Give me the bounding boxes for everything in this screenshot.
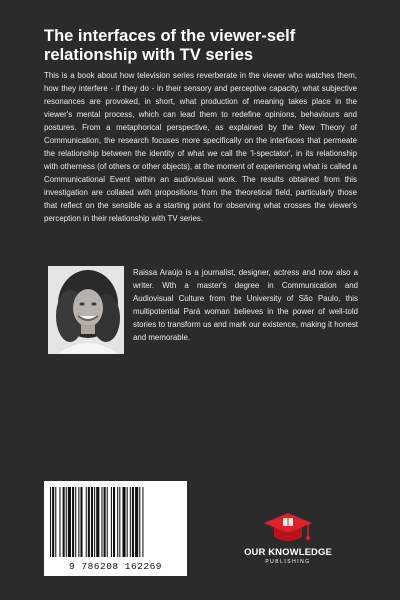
barcode-bar	[139, 487, 140, 557]
barcode-bar	[94, 487, 95, 557]
barcode-bar	[130, 487, 131, 557]
barcode-bar	[127, 487, 128, 557]
barcode-bar	[72, 487, 74, 557]
barcode-bar	[63, 487, 65, 557]
barcode-bar	[135, 487, 138, 557]
barcode-bar	[50, 487, 51, 557]
barcode-bar	[104, 487, 106, 557]
author-photo	[48, 266, 124, 354]
barcode-bar	[107, 487, 108, 557]
barcode-bar	[68, 487, 71, 557]
graduation-cap-icon	[262, 511, 314, 547]
barcode-bar	[75, 487, 76, 557]
book-title: The interfaces of the viewer-self relationship with TV series	[44, 27, 296, 64]
isbn-barcode	[44, 481, 187, 576]
barcode-bar	[96, 487, 99, 557]
barcode-bar	[122, 487, 125, 557]
barcode-bar	[80, 487, 82, 557]
barcode-bar	[119, 487, 120, 557]
barcode-bar	[78, 487, 79, 557]
barcode-bar	[142, 487, 143, 557]
barcode-bar	[88, 487, 90, 557]
barcode-bar	[59, 487, 60, 557]
barcode-bar	[113, 487, 115, 557]
book-description: This is a book about how television series reverberate in the viewer who watches them, how they interfere - if they do - in their sensory and perceptive capacity, what subjective resonances are provoked, in short, what production of meaning takes place in the viewer's mental process, which can lead them to redefine opinions, behaviours and postures. From a metaphorical perspective, as explained by the New Theory of Communication, the research focuses more specifically on the interfaces that permeate the relationship between the identity of what we call the 'I-spectator', in its relationship with otherness (of others or other objects), at the moment of experiencing what is called a Communicational Event within an audiovisual work. The results obtained from this investigation are collated with propositions from the theoretical field, particularly those that reflect on the sensible as a starting point for observing what crosses the viewer's perception in their relationship with TV series.	[44, 71, 357, 223]
barcode-bar	[117, 487, 118, 557]
publisher-logo	[232, 511, 344, 571]
barcode-bar	[52, 487, 54, 557]
barcode-bar	[132, 487, 134, 557]
author-bio: Raissa Araújo is a journalist, designer, actress and now also a writer. Wth a master's degree in Communication and Audiovisual Culture from the University of São Paulo, this multipotential Pará woman believes in the power of well-told stories to transform us and mark our existence, making it honest and memorable.	[133, 268, 358, 342]
barcode-bars	[50, 487, 181, 557]
barcode-bar	[66, 487, 67, 557]
publisher-name: OUR KNOWLEDGE	[244, 547, 332, 558]
barcode-bar	[91, 487, 93, 557]
barcode-bar	[101, 487, 102, 557]
barcode-bar	[55, 487, 56, 557]
barcode-bar	[86, 487, 87, 557]
barcode-bar	[111, 487, 112, 557]
isbn-number: 9 786208 162269	[68, 561, 162, 572]
publisher-imprint: PUBLISHING	[265, 559, 311, 565]
